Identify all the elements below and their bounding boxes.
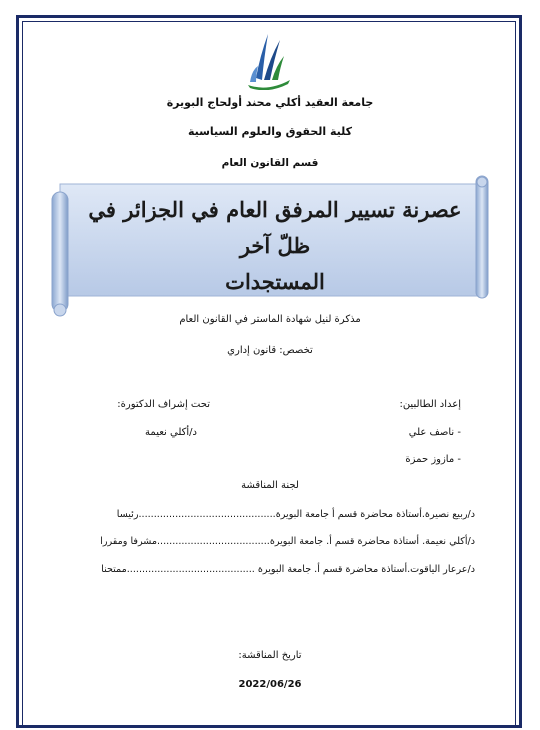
memo-subtitle: مذكرة لنيل شهادة الماستر في القانون العام — [179, 314, 361, 325]
defense-date-label: تاريخ المناقشة: — [238, 650, 302, 661]
supervisor-label: تحت إشراف الدكتورة: — [117, 399, 210, 410]
thesis-title — [70, 192, 480, 300]
faculty-name: كلية الحقوق والعلوم السياسية — [187, 125, 353, 138]
thesis-title-line-1: عصرنة تسيير المرفق العام في الجزائر في ظلّ آخر — [88, 197, 462, 258]
committee-member: د/ربيع نصيرة.أستاذة محاضرة قسم أ جامعة البويرة.............................................رئيسا — [116, 509, 475, 520]
university-name: جامعة العقيد أكلي محند أولحاج البويرة — [166, 96, 374, 109]
students-label: إعداد الطالبين: — [399, 399, 461, 410]
student-name: - ناصف علي — [408, 427, 461, 438]
student-name: - مازوز حمزة — [405, 454, 461, 465]
thesis-title-line-2: المستجدات — [225, 269, 325, 294]
university-logo — [238, 30, 298, 90]
specialty: تخصص: قانون إداري — [227, 345, 313, 356]
department-name: قسم القانون العام — [221, 157, 319, 169]
defense-date: 2022/06/26 — [238, 679, 302, 690]
committee-member: د/عرعار الياقوت.أستاذة محاضرة قسم أ. جامعة البويرة ..........................................ممتحنا — [101, 564, 475, 575]
supervisor-name: د/أكلي نعيمة — [145, 427, 197, 438]
committee-heading: لجنة المناقشة — [241, 480, 299, 491]
committee-member: د/أكلي نعيمة. أستاذة محاضرة قسم أ. جامعة البويرة.....................................مشرفا ومقررا — [100, 536, 475, 547]
